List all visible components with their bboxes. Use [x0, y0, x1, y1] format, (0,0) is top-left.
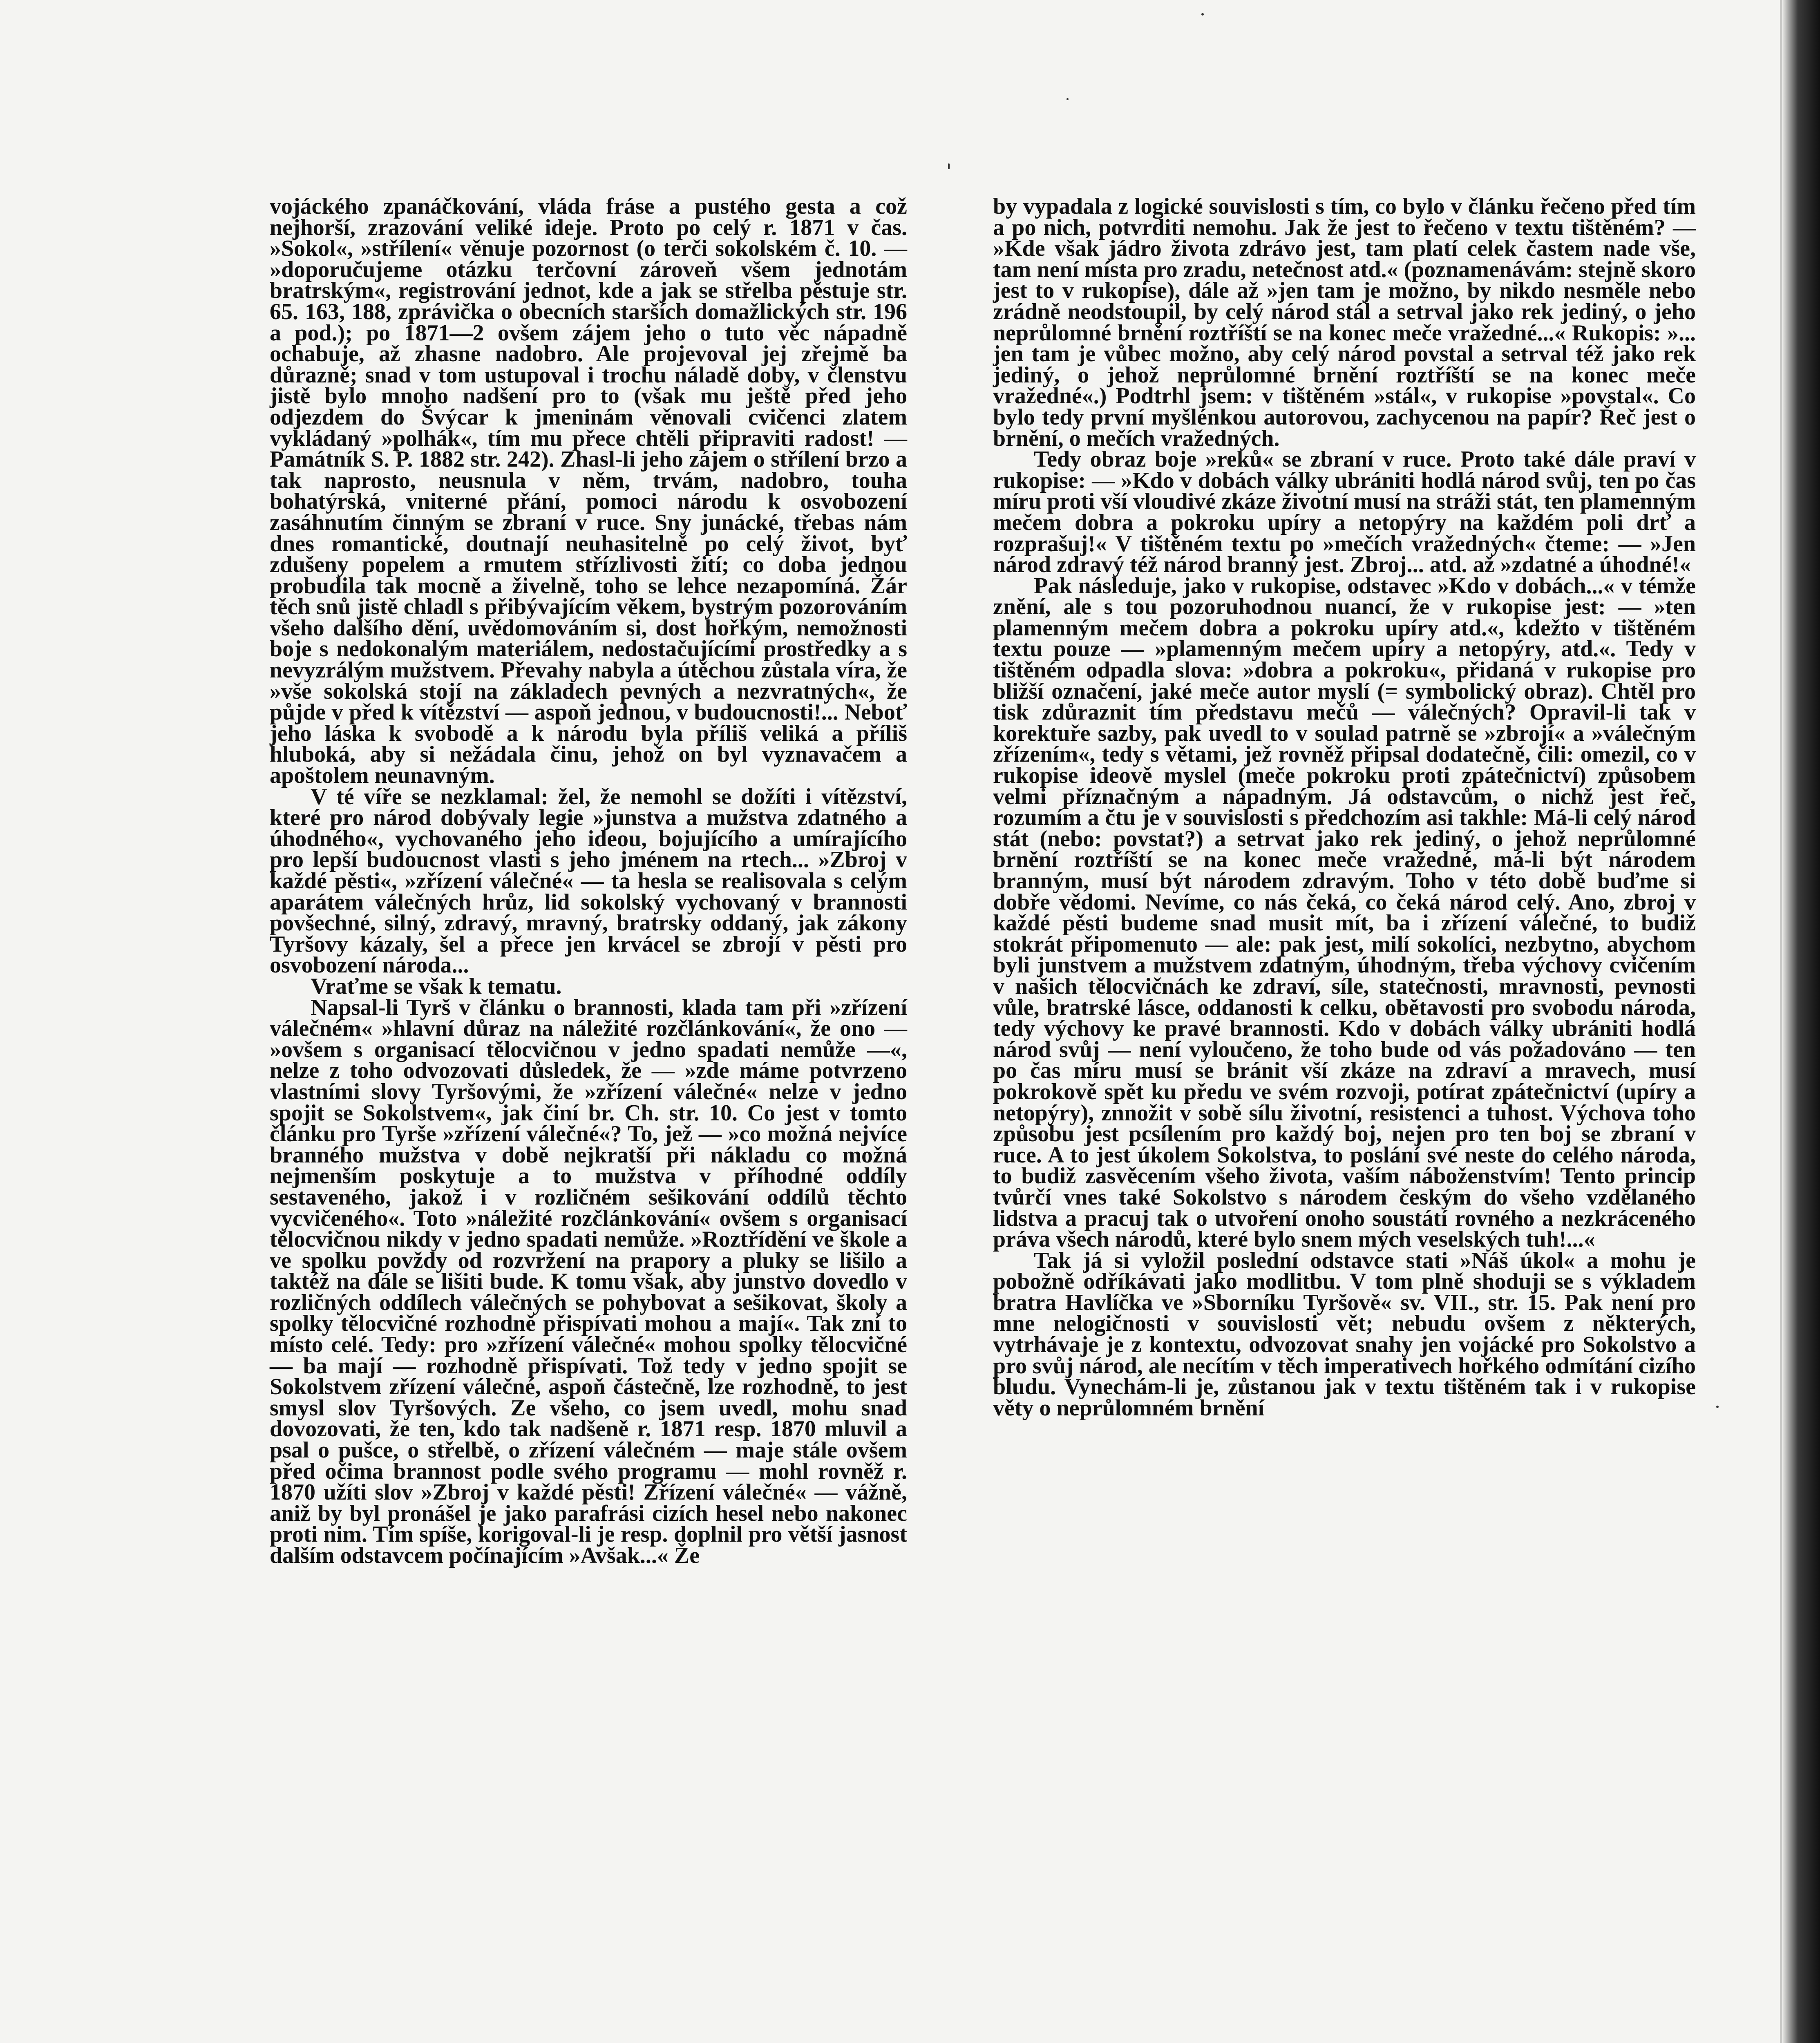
left-text-column: [270, 196, 907, 1567]
paragraph: V té víře se nezklamal: žel, že nemohl se dožíti i vítězství, které pro národ dobývaly legie »junstva a mužstva zdatného a úhodného«, vychovaného jeho ideou, bojujícího a umírajícího pro lepší budoucnost vlasti s jeho jménem na rtech... »Zbroj v každé pěsti«, »zřízení válečné« — ta hesla se realisovala s celým aparátem válečných hrůz, lid sokolský vychovaný v brannosti povšechné, silný, zdravý, mravný, bratrsky oddaný, jak zákony Tyršovy kázaly, šel a přece jen krvácel se zbrojí v pěsti pro osvobození národa...: [270, 784, 907, 978]
scan-speck: [1201, 13, 1204, 16]
paragraph: Tak já si vyložil poslední odstavce stati »Náš úkol« a mohu je pobožně odříkávati jako modlitbu. V tom plně shoduji se s výkladem bratra Havlíčka ve »Sborníku Tyršově« sv. VII., str. 15. Pak není pro mne nelogičnosti v souvislosti vět; nebudu ovšem z některých, vytrhávaje je z kontextu, odvozovat snahy jen vojácké pro Sokolstvo a pro svůj národ, ale necítím v těch imperativech hořkého odmítání cizího bludu. Vynechám-li je, zůstanou jak v textu tištěném tak i v rukopise věty o neprůlomném brnění: [993, 1247, 1696, 1421]
paragraph: by vypadala z logické souvislosti s tím, co bylo v článku řečeno před tím a po nich, potvrditi nemohu. Jak že jest to řečeno v textu tištěném? — »Kde však jádro života zdrávo jest, tam platí celek častem nade vše, tam není místa pro zradu, netečnost atd.« (poznamenávám: stejně skoro jest to v rukopise), dále až »jen tam je možno, by nikdo nesměle nebo zrádně neodstoupil, by celý národ stál a setrval jako rek jediný, o jeho neprůlomné brnění roztříští se na konec meče vražedné...« Rukopis: »... jen tam je vůbec možno, aby celý národ povstal a setrval též jako rek jediný, o jehož neprůlomné brnění roztříští se na konec meče vražedné«.) Podtrhl jsem: v tištěném »stál«, v rukopise »povstal«. Co bylo tedy první myšlénkou autorovou, zachycenou na papír? Řeč jest o brnění, o mečích vražedných.: [993, 194, 1696, 451]
scan-speck: [948, 163, 950, 169]
paragraph: Tedy obraz boje »reků« se zbraní v ruce. Proto také dále praví v rukopise: — »Kdo v dobách války ubrániti hodlá národ svůj, ten po čas míru proti vší vloudivé zkáze životní musí na stráži stát, ten plamenným mečem dobra a pokroku upíry a netopýry na každém poli drť a rozprašuj!« V tištěném textu po »mečích vražedných« čteme: — »Jen národ zdravý též národ branný jest. Zbroj... atd. až »zdatné a úhodné!«: [993, 447, 1696, 578]
paragraph: Napsal-li Tyrš v článku o brannosti, klada tam při »zřízení válečném« »hlavní důraz na náležité rozčlánkování«, že ono — »ovšem s organisací tělocvičnou v jedno spadati nemůže —«, nelze z toho odvozovati důsledek, že — »zde máme potvrzeno vlastními slovy Tyršovými, že »zřízení válečné« nelze v jedno spojit se Sokolstvem«, jak činí br. Ch. str. 10. Co jest v tomto článku pro Tyrše »zřízení válečné«? To, jež — »co možná nejvíce branného mužstva v době nejkratší při nákladu co možná nejmenším poskytuje a to mužstva v příhodné oddíly sestaveného, jakož i v rozličném sešikování oddílů těchto vycvičeného«. Toto »náležité rozčlánkování« ovšem s organisací tělocvičnou nikdy v jedno spadati nemůže. »Roztřídění ve škole a ve spolku povždy od rozvržení na prapory a pluky se lišilo a taktéž na dále se lišiti bude. K tomu však, aby junstvo dovedlo v rozličných oddílech válečných se pohybovat a sešikovat, školy a spolky tělocvičné rozhodně přispívati mohou a mají«. Tak zní to místo celé. Tedy: pro »zřízení válečné« mohou spolky tělocvičné — ba mají — rozhodně přispívati. Tož tedy v jedno spojit se Sokolstvem zřízení válečné, aspoň částečně, lze rozhodně, to jest smysl slov Tyršových. Ze všeho, co jsem uvedl, mohu snad dovozovati, že ten, kdo tak nadšeně r. 1871 resp. 1870 mluvil a psal o pušce, o střelbě, o zřízení válečném — maje stále ovšem před očima brannost podle svého programu — mohl rovněž r. 1870 užíti slov »Zbroj v každé pěsti! Zřízení válečné« — vážně, aniž by byl pronášel je jako parafrási cizích hesel nebo nakonec proti nim. Tím spíše, korigoval-li je resp. doplnil pro větší jasnost dalším odstavcem počínajícím »Avšak...« Že: [270, 995, 907, 1568]
paragraph: Vraťme se však k tematu.: [311, 973, 562, 999]
page-edge-shadow-line: [1780, 0, 1782, 2043]
page-edge-dark-border: [1783, 0, 1820, 2043]
paragraph: vojáckého zpanáčkování, vláda fráse a pustého gesta a což nejhorší, zrazování veliké ideje. Proto po celý r. 1871 v čas. »Sokol«, »střílení« věnuje pozornost (o terči sokolském č. 10. — »doporučujeme otázku terčovní zároveň všem jednotám bratrským«, registrování jednot, kde a jak se střelba pěstuje str. 65. 163, 188, zprávička o obecních starších domažlických str. 196 a pod.); po 1871—2 ovšem zájem jeho o tuto věc nápadně ochabuje, až zhasne nadobro. Ale projevoval jej zřejmě ba důrazně; snad v tom ustupoval i trochu náladě doby, v členstvu jistě bylo mnoho nadšení pro to (však mu ještě před jeho odjezdem do Švýcar k jmeninám věnovali cvičenci zlatem vykládaný »polhák«, tím mu přece chtěli připraviti radost! — Památník S. P. 1882 str. 242). Zhasl-li jeho zájem o střílení brzo a tak naprosto, neusnula v něm, trvám, nadobro, touha bohatýrská, vniterné přání, pomoci národu k osvobození zasáhnutím činným se zbraní v ruce. Sny junácké, třebas nám dnes romantické, doutnají neuhasitelně po celý život, byť zdušeny popelem a rmutem střízlivosti žití; co doba jednou probudila tak mocně a živelně, toho se lehce nezapomíná. Žár těch snů jistě chladl s přibývajícím věkem, bystrým pozorováním všeho dalšího dění, uvědomováním si, dost hořkým, nemožnosti boje s nedokonalým materiálem, nedostačujícími prostředky a s nevyzrálým mužstvem. Převahy nabyla a útěchou zůstala víra, že »vše sokolská stojí na základech pevných a nezvratných«, že půjde v před k vítězství — aspoň jednou, v budoucnosti!... Neboť jeho láska k svobodě a k národu byla příliš veliká a příliš hluboká, aby si nežádala činu, jehož on byl vyznavačem a apoštolem neunavným.: [270, 194, 907, 789]
scan-speck: [1716, 1406, 1719, 1408]
scan-speck: [1067, 98, 1069, 100]
right-text-column: [993, 196, 1696, 1419]
paragraph: Pak následuje, jako v rukopise, odstavec »Kdo v dobách...« v témže znění, ale s tou pozoruhodnou nuancí, že v rukopise jest: — »ten plamenným mečem dobra a pokroku upíry atd.«, kdežto v tištěném textu pouze — »plamenným mečem upíry a netopýry, atd.«. Tedy v tištěném odpadla slova: »dobra a pokroku«, přidaná v rukopise pro bližší označení, jaké meče autor myslí (= symbolický obraz). Chtěl pro tisk zdůraznit tím představu mečů — válečných? Opravil-li tak v korektuře sazby, pak uvedl to v soulad patrně se »zbrojí« a »válečným zřízením«, tedy s větami, jež rovněž připsal dodatečně, čili: omezil, co v rukopise ideově myslel (meče pokroku proti zpátečnictví) způsobem velmi příznačným a nápadným. Já odstavcům, o nichž jest řeč, rozumím a čtu je v souvislosti s předchozím asi takhle: Má-li celý národ stát (nebo: povstat?) a setrvat jako rek jediný, o jehož neprůlomné brnění roztříští se na konec meče vražedné, má-li být národem branným, musí být národem zdravým. Toho v této době buďme si dobře vědomi. Nevíme, co nás čeká, co čeká národ celý. Ano, zbroj v každé pěsti budeme snad musit mít, ba i zřízení válečné, to budiž stokrát připomenuto — ale: pak jest, milí sokolíci, nezbytno, abychom byli junstvem a mužstvem zdatným, úhodným, třeba výchovy cvičením v našich tělocvičnách ke zdraví, síle, statečnosti, mravnosti, pevnosti vůle, bratrské lásce, oddanosti k celku, obětavosti pro svobodu národa, tedy výchovy ke pravé brannosti. Kdo v dobách války ubrániti hodlá národ svůj — není vyloučeno, že toho bude od vás požadováno — ten po čas míru musí se bránit vší zkáze na zdraví a mravech, musí pokrokově spět ku předu ve svém rozvoji, potírat zpátečnictví (upíry a netopýry), znnožit v sobě sílu životní, resistenci a tuhost. Výchova toho způsobu jest pcsílením pro každý boj, nejen pro ten boj se zbraní v ruce. A to jest úkolem Sokolstva, to poslání své neste do celého národa, to budiž zasvěcením všeho života, vaším náboženstvím! Tento princip tvůrčí vnes také Sokolstvo s národem českým do všeho vzdělaného lidstva a pracuj tak o utvoření onoho soustátí rovného a nezkráceného práva všech národů, které bylo snem mých veselských tuh!...«: [993, 573, 1696, 1252]
